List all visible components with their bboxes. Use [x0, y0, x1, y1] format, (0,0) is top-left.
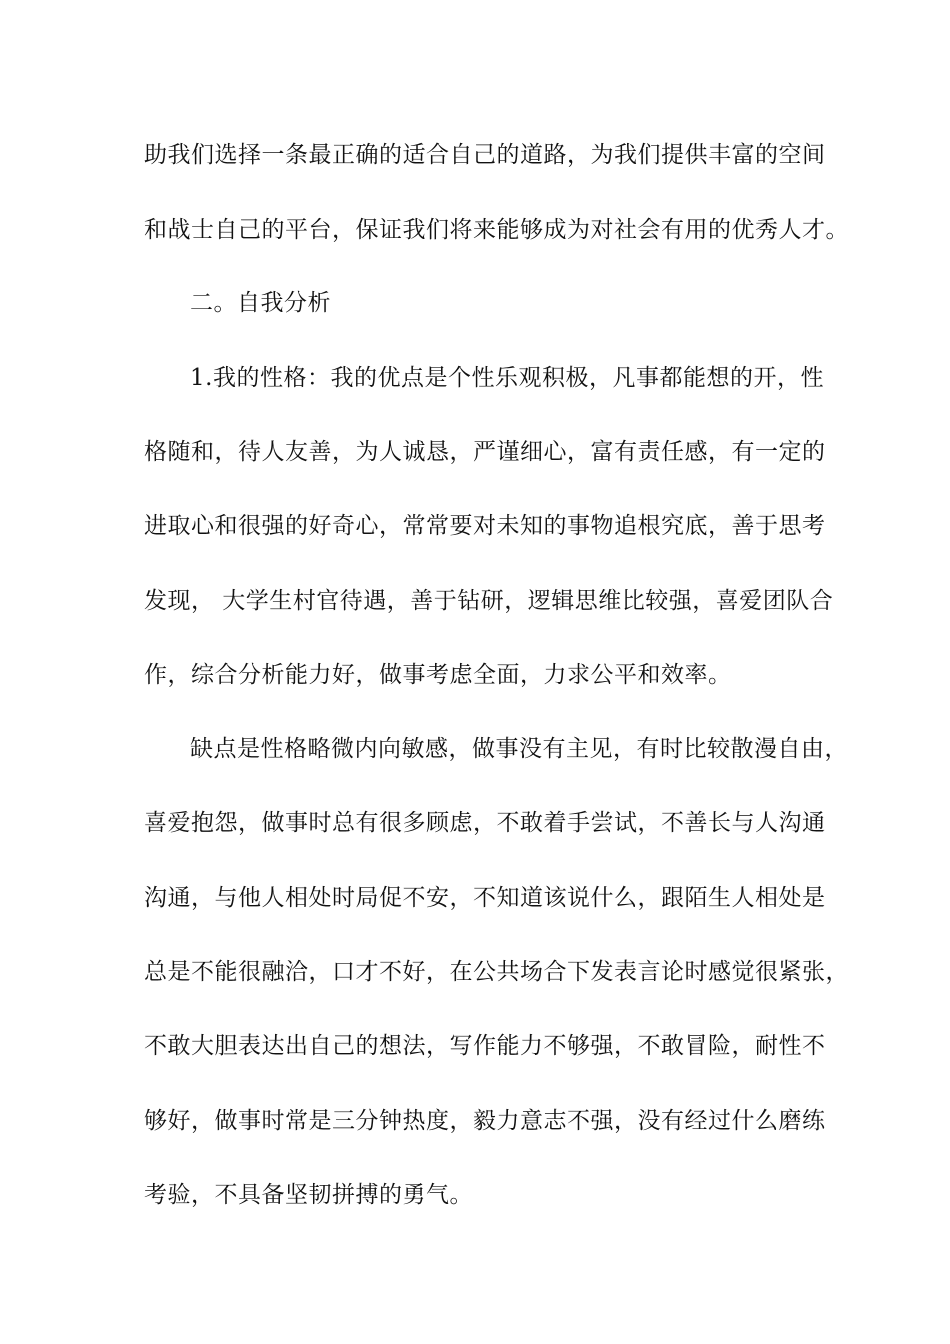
paragraph-line: 进取心和很强的好奇心，常常要对未知的事物追根究底，善于思考 [144, 513, 826, 539]
paragraph-line: 发现， 大学生村官待遇，善于钻研，逻辑思维比较强，喜爱团队合 [144, 588, 834, 614]
paragraph-line: 够好，做事时常是三分钟热度，毅力意志不强，没有经过什么磨练 [144, 1108, 826, 1134]
paragraph-line: 1.我的性格：我的优点是个性乐观积极，凡事都能想的开，性 [190, 365, 824, 391]
paragraph-line: 不敢大胆表达出自己的想法，写作能力不够强，不敢冒险，耐性不 [144, 1033, 826, 1059]
paragraph-line: 和战士自己的平台，保证我们将来能够成为对社会有用的优秀人才。 [144, 217, 849, 243]
section-heading: 二。自我分析 [190, 290, 331, 316]
paragraph-line: 助我们选择一条最正确的适合自己的道路，为我们提供丰富的空间 [144, 142, 826, 168]
paragraph-line: 总是不能很融洽，口才不好，在公共场合下发表言论时感觉很紧张， [144, 959, 849, 985]
paragraph-line: 格随和，待人友善，为人诚恳，严谨细心，富有责任感，有一定的 [144, 439, 826, 465]
paragraph-line: 考验，不具备坚韧拼搏的勇气。 [144, 1182, 473, 1208]
paragraph-line: 作，综合分析能力好，做事考虑全面，力求公平和效率。 [144, 662, 732, 688]
paragraph-line: 喜爱抱怨，做事时总有很多顾虑，不敢着手尝试，不善长与人沟通 [144, 810, 826, 836]
paragraph-line: 缺点是性格略微内向敏感，做事没有主见，有时比较散漫自由， [190, 736, 848, 762]
paragraph-line: 沟通，与他人相处时局促不安，不知道该说什么，跟陌生人相处是 [144, 885, 826, 911]
